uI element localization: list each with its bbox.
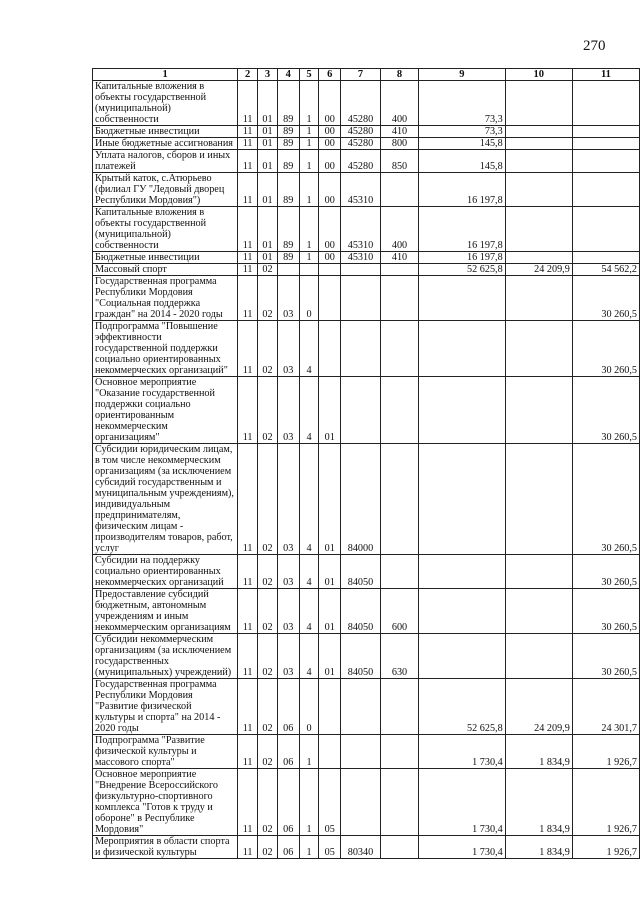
table-row [93,207,640,252]
table-row [93,150,640,173]
amount-col11 [572,81,639,126]
amount-col11 [572,252,639,264]
code-direction: 45280 [341,150,381,173]
amount-col10: 1 834,9 [505,735,572,769]
amount-col9: 52 625,8 [419,679,505,735]
code-activity: 01 [319,555,341,589]
amount-col9 [419,555,505,589]
row-name: Мероприятия в области спорта и физической культуры [93,836,238,859]
column-header-5: 5 [299,69,319,81]
row-name: Капитальные вложения в объекты государственной (муниципальной) собственности [93,207,238,252]
code-section: 11 [238,735,258,769]
row-name: Субсидии некоммерческим организациям (за исключением государственных (муниципальных) учреждений) [93,634,238,679]
amount-col11: 1 926,7 [572,735,639,769]
amount-col10 [505,150,572,173]
amount-col11 [572,173,639,207]
code-expense-type [380,321,418,377]
code-activity: 01 [319,444,341,555]
code-subsection: 01 [258,81,278,126]
code-expense-type [380,264,418,276]
code-activity: 05 [319,836,341,859]
code-expense-type [380,173,418,207]
column-header-1: 1 [93,69,238,81]
code-program: 06 [277,769,299,836]
code-direction: 80340 [341,836,381,859]
amount-col9: 1 730,4 [419,769,505,836]
amount-col9 [419,589,505,634]
amount-col11: 54 562,2 [572,264,639,276]
code-activity [319,264,341,276]
code-expense-type [380,769,418,836]
amount-col10: 1 834,9 [505,836,572,859]
table-row [93,321,640,377]
row-name: Государственная программа Республики Мордовия "Развитие физической культуры и спорта" на 2014 - 2020 годы [93,679,238,735]
amount-col9: 1 730,4 [419,735,505,769]
code-section: 11 [238,276,258,321]
code-expense-type [380,276,418,321]
code-program: 89 [277,150,299,173]
table-row [93,377,640,444]
code-activity: 00 [319,207,341,252]
code-program: 06 [277,679,299,735]
code-section: 11 [238,377,258,444]
code-program: 03 [277,276,299,321]
table-row [93,276,640,321]
code-direction: 84050 [341,634,381,679]
code-subsection: 01 [258,252,278,264]
amount-col10 [505,207,572,252]
code-program: 06 [277,735,299,769]
code-expense-type: 600 [380,589,418,634]
amount-col11 [572,126,639,138]
code-program: 89 [277,252,299,264]
amount-col9: 73,3 [419,81,505,126]
column-header-3: 3 [258,69,278,81]
code-subsection: 02 [258,555,278,589]
column-header-4: 4 [277,69,299,81]
code-section: 11 [238,207,258,252]
amount-col10 [505,138,572,150]
code-direction [341,321,381,377]
code-direction [341,769,381,836]
amount-col9 [419,377,505,444]
code-subprogram: 1 [299,769,319,836]
row-name: Основное мероприятие "Внедрение Всероссийского физкультурно-спортивного комплекса "Готов к труду и обороне" в Республике Мордовия" [93,769,238,836]
code-direction: 45310 [341,252,381,264]
amount-col9: 1 730,4 [419,836,505,859]
code-activity [319,735,341,769]
amount-col11 [572,138,639,150]
column-header-8: 8 [380,69,418,81]
code-subprogram: 0 [299,276,319,321]
row-name: Уплата налогов, сборов и иных платежей [93,150,238,173]
code-subprogram: 4 [299,634,319,679]
code-program: 89 [277,126,299,138]
code-expense-type: 400 [380,207,418,252]
code-subprogram: 4 [299,377,319,444]
amount-col9: 145,8 [419,138,505,150]
code-activity [319,276,341,321]
code-direction: 45280 [341,81,381,126]
code-activity: 00 [319,138,341,150]
table-row [93,634,640,679]
code-section: 11 [238,138,258,150]
code-subprogram: 1 [299,207,319,252]
table-row [93,679,640,735]
row-name: Основное мероприятие "Оказание государственной поддержки социально ориентированным некоммерческим организациям" [93,377,238,444]
amount-col9 [419,321,505,377]
code-subprogram: 0 [299,679,319,735]
code-activity: 00 [319,81,341,126]
table-row [93,126,640,138]
amount-col11: 30 260,5 [572,555,639,589]
row-name: Массовый спорт [93,264,238,276]
amount-col11: 30 260,5 [572,377,639,444]
code-direction: 84050 [341,555,381,589]
code-program: 03 [277,321,299,377]
code-activity: 00 [319,150,341,173]
amount-col9 [419,276,505,321]
row-name: Государственная программа Республики Мордовия "Социальная поддержка граждан" на 2014 - 2020 годы [93,276,238,321]
amount-col11 [572,207,639,252]
code-section: 11 [238,173,258,207]
amount-col9: 52 625,8 [419,264,505,276]
code-subprogram: 4 [299,321,319,377]
amount-col10 [505,555,572,589]
code-expense-type: 410 [380,126,418,138]
code-subprogram: 1 [299,735,319,769]
amount-col10 [505,444,572,555]
code-expense-type: 410 [380,252,418,264]
code-activity [319,321,341,377]
code-direction [341,735,381,769]
code-direction [341,276,381,321]
code-subsection: 02 [258,589,278,634]
table-row [93,264,640,276]
code-section: 11 [238,81,258,126]
code-activity: 01 [319,634,341,679]
table-row [93,252,640,264]
code-expense-type: 850 [380,150,418,173]
code-direction [341,679,381,735]
row-name: Субсидии на поддержку социально ориентированных некоммерческих организаций [93,555,238,589]
table-row [93,735,640,769]
table-row [93,173,640,207]
code-program: 03 [277,377,299,444]
code-subprogram: 4 [299,555,319,589]
code-program: 89 [277,173,299,207]
amount-col10 [505,634,572,679]
code-subsection: 02 [258,444,278,555]
amount-col11 [572,150,639,173]
code-subsection: 02 [258,276,278,321]
table-row [93,81,640,126]
code-activity [319,679,341,735]
code-subprogram: 1 [299,138,319,150]
code-subsection: 02 [258,679,278,735]
amount-col11: 30 260,5 [572,634,639,679]
code-section: 11 [238,634,258,679]
code-activity: 01 [319,377,341,444]
code-direction: 45280 [341,126,381,138]
amount-col10 [505,321,572,377]
code-expense-type [380,679,418,735]
code-section: 11 [238,769,258,836]
amount-col10 [505,252,572,264]
amount-col10 [505,276,572,321]
code-subsection: 02 [258,836,278,859]
code-subprogram: 1 [299,81,319,126]
code-subprogram: 1 [299,173,319,207]
code-section: 11 [238,321,258,377]
row-name: Предоставление субсидий бюджетным, автономным учреждениям и иным некоммерческим организациям [93,589,238,634]
row-name: Бюджетные инвестиции [93,126,238,138]
code-direction: 45280 [341,138,381,150]
table-row [93,589,640,634]
column-header-10: 10 [505,69,572,81]
code-expense-type [380,444,418,555]
code-section: 11 [238,589,258,634]
table-body [93,81,640,859]
amount-col11: 30 260,5 [572,444,639,555]
code-expense-type: 630 [380,634,418,679]
amount-col10 [505,126,572,138]
code-subsection: 01 [258,150,278,173]
amount-col11: 24 301,7 [572,679,639,735]
amount-col9: 73,3 [419,126,505,138]
code-section: 11 [238,555,258,589]
code-activity: 00 [319,126,341,138]
code-subsection: 02 [258,321,278,377]
table-row [93,555,640,589]
row-name: Подпрограмма "Повышение эффективности государственной поддержки социально ориентированных некоммерческих организаций" [93,321,238,377]
amount-col10 [505,589,572,634]
amount-col11: 30 260,5 [572,589,639,634]
code-subprogram: 1 [299,836,319,859]
code-program: 03 [277,444,299,555]
code-program: 89 [277,81,299,126]
code-expense-type [380,555,418,589]
code-subsection: 02 [258,735,278,769]
code-expense-type [380,377,418,444]
amount-col9: 16 197,8 [419,207,505,252]
code-section: 11 [238,836,258,859]
code-section: 11 [238,444,258,555]
amount-col10 [505,81,572,126]
code-direction: 45310 [341,207,381,252]
code-subsection: 02 [258,264,278,276]
code-direction [341,264,381,276]
column-header-9: 9 [419,69,505,81]
amount-col11: 30 260,5 [572,276,639,321]
table-row [93,444,640,555]
code-subsection: 02 [258,634,278,679]
code-program [277,264,299,276]
code-subprogram: 4 [299,444,319,555]
amount-col11: 30 260,5 [572,321,639,377]
code-direction: 84000 [341,444,381,555]
column-header-6: 6 [319,69,341,81]
code-subsection: 02 [258,377,278,444]
code-subprogram: 1 [299,150,319,173]
code-program: 03 [277,634,299,679]
amount-col10: 24 209,9 [505,679,572,735]
row-name: Бюджетные инвестиции [93,252,238,264]
code-subprogram: 1 [299,252,319,264]
code-subsection: 02 [258,769,278,836]
code-program: 89 [277,207,299,252]
code-subsection: 01 [258,207,278,252]
amount-col9: 16 197,8 [419,173,505,207]
code-section: 11 [238,264,258,276]
table-row [93,138,640,150]
code-expense-type: 400 [380,81,418,126]
code-subprogram: 1 [299,126,319,138]
code-section: 11 [238,126,258,138]
row-name: Субсидии юридическим лицам, в том числе некоммерческим организациям (за исключением субсидий государственным и муниципальным учреждениям), индивидуальным предпринимателям, физическим лицам - производителям товаров, работ, услуг [93,444,238,555]
header-row [93,69,640,81]
row-name: Иные бюджетные ассигнования [93,138,238,150]
column-header-11: 11 [572,69,639,81]
amount-col9 [419,634,505,679]
code-direction [341,377,381,444]
code-subsection: 01 [258,126,278,138]
code-activity: 05 [319,769,341,836]
table-row [93,836,640,859]
code-section: 11 [238,150,258,173]
row-name: Капитальные вложения в объекты государственной (муниципальной) собственности [93,81,238,126]
row-name: Крытый каток, с.Атюрьево (филиал ГУ "Ледовый дворец Республики Мордовия") [93,173,238,207]
amount-col10 [505,173,572,207]
code-program: 03 [277,555,299,589]
code-program: 06 [277,836,299,859]
code-activity: 00 [319,252,341,264]
code-program: 89 [277,138,299,150]
amount-col10: 1 834,9 [505,769,572,836]
code-activity: 01 [319,589,341,634]
column-header-7: 7 [341,69,381,81]
code-subsection: 01 [258,138,278,150]
budget-table [92,68,640,859]
column-header-2: 2 [238,69,258,81]
amount-col11: 1 926,7 [572,836,639,859]
code-direction: 84050 [341,589,381,634]
amount-col10: 24 209,9 [505,264,572,276]
code-subprogram [299,264,319,276]
amount-col9: 145,8 [419,150,505,173]
page-number: 270 [583,38,606,54]
code-section: 11 [238,679,258,735]
amount-col10 [505,377,572,444]
code-program: 03 [277,589,299,634]
code-expense-type [380,735,418,769]
amount-col9 [419,444,505,555]
code-subsection: 01 [258,173,278,207]
code-section: 11 [238,252,258,264]
code-subprogram: 4 [299,589,319,634]
code-direction: 45310 [341,173,381,207]
amount-col11: 1 926,7 [572,769,639,836]
code-expense-type: 800 [380,138,418,150]
table-row [93,769,640,836]
row-name: Подпрограмма "Развитие физической культуры и массового спорта" [93,735,238,769]
code-activity: 00 [319,173,341,207]
amount-col9: 16 197,8 [419,252,505,264]
code-expense-type [380,836,418,859]
